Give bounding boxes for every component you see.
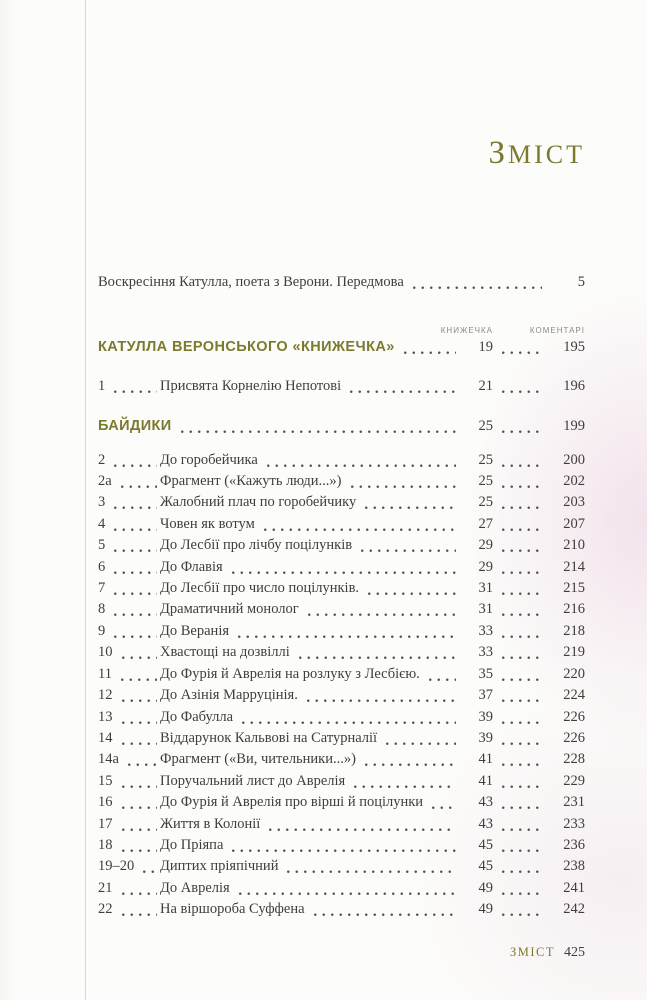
entry-number: 14	[98, 729, 113, 746]
dot-leader	[301, 685, 456, 706]
dot-leader	[108, 514, 157, 535]
dot-leader	[108, 376, 157, 397]
dot-leader	[496, 492, 542, 513]
dot-leader	[115, 471, 157, 492]
dot-leader	[496, 376, 542, 397]
dot-leader	[122, 749, 157, 770]
entry-page: 43	[478, 815, 493, 832]
entry-title: До Фабулла	[160, 708, 234, 725]
entry-page: 25	[478, 451, 493, 468]
column-header-comments: КОМЕНТАРІ	[529, 326, 585, 336]
entry-title: До Пріяпа	[160, 836, 224, 853]
entry-row	[98, 749, 585, 770]
dot-leader	[115, 664, 157, 685]
entry-number: 21	[98, 879, 113, 896]
entry-comment: 233	[563, 815, 585, 832]
dot-leader	[496, 337, 542, 358]
entry-row	[98, 492, 585, 513]
entry-page: 45	[478, 836, 493, 853]
dot-leader	[496, 599, 542, 620]
entry-comment: 224	[563, 687, 585, 704]
dot-leader	[258, 514, 456, 535]
entry-number: 7	[98, 580, 106, 597]
dot-leader	[226, 557, 456, 578]
entry-row	[98, 899, 585, 920]
entry-number: 17	[98, 815, 113, 832]
entry-comment: 218	[563, 622, 585, 639]
section-heading-row	[98, 416, 585, 437]
dot-leader	[496, 707, 542, 728]
entry-number: 12	[98, 687, 113, 704]
entry-number: 4	[98, 515, 106, 532]
entry-comment: 228	[563, 751, 585, 768]
dot-leader	[232, 621, 456, 642]
footer	[98, 945, 585, 961]
entry-page: 39	[478, 729, 493, 746]
preface-title: Воскресіння Катулла, поета з Верони. Передмова	[98, 274, 404, 290]
entry-comment: 238	[563, 858, 585, 875]
dot-leader	[281, 856, 456, 877]
entry-comment: 210	[563, 537, 585, 554]
dot-leader	[108, 535, 157, 556]
dot-leader	[398, 337, 456, 358]
entry-number: 15	[98, 772, 113, 789]
entry-row	[98, 835, 585, 856]
preface-page: 5	[577, 274, 585, 290]
entry-number: 11	[98, 665, 112, 682]
dot-leader	[496, 416, 542, 437]
dot-leader	[496, 664, 542, 685]
preface-entry	[98, 272, 585, 293]
dot-leader	[496, 771, 542, 792]
dot-leader	[380, 728, 456, 749]
entry-row	[98, 514, 585, 535]
entry-title: Життя в Колонії	[160, 815, 261, 832]
entry-title: Віддарунок Кальвові на Сатурналії	[160, 729, 378, 746]
entry-page: 31	[478, 601, 493, 618]
entry-number: 3	[98, 494, 106, 511]
entry-page: 21	[478, 377, 493, 394]
entry-title: До горобейчика	[160, 451, 258, 468]
column-header-book: КНИЖЕЧКА	[440, 326, 493, 336]
entry-page: 35	[478, 665, 493, 682]
entry-row	[98, 878, 585, 899]
entry-page: 39	[478, 708, 493, 725]
dot-leader	[362, 578, 456, 599]
entry-page: 25	[478, 473, 493, 490]
entry-comment: 200	[563, 451, 585, 468]
entry-page: 29	[478, 537, 493, 554]
section-page: 25	[478, 418, 493, 435]
dot-leader	[116, 792, 158, 813]
section-comment: 195	[563, 339, 585, 356]
entry-row	[98, 664, 585, 685]
entry-row	[98, 642, 585, 663]
entry-comment: 202	[563, 473, 585, 490]
entry-title: Човен як вотум	[160, 515, 255, 532]
dot-leader	[496, 471, 542, 492]
dot-leader	[496, 856, 542, 877]
dot-leader	[496, 835, 542, 856]
entry-comment: 236	[563, 836, 585, 853]
dot-leader	[233, 878, 456, 899]
dot-leader	[116, 835, 158, 856]
entry-page: 49	[478, 901, 493, 918]
entry-number: 18	[98, 836, 113, 853]
section-title: КАТУЛЛА ВЕРОНСЬКОГО «КНИЖЕЧКА»	[98, 339, 395, 356]
entry-comment: 226	[563, 729, 585, 746]
entry-number: 1	[98, 377, 106, 394]
entry-comment: 215	[563, 580, 585, 597]
dot-leader	[496, 728, 542, 749]
dot-leader	[348, 771, 456, 792]
entry-title: До Лесбії про число поцілунків.	[160, 580, 360, 597]
entry-page: 33	[478, 644, 493, 661]
entry-comment: 214	[563, 558, 585, 575]
page-title: ЗМІСТ	[488, 135, 585, 171]
entry-comment: 219	[563, 644, 585, 661]
dot-leader	[423, 664, 456, 685]
entry-title: До Лесбії про лічбу поцілунків	[160, 537, 353, 554]
dot-leader	[496, 814, 542, 835]
dot-leader	[496, 578, 542, 599]
entry-row	[98, 792, 585, 813]
entry-row	[98, 856, 585, 877]
entry-row	[98, 578, 585, 599]
entry-comment: 196	[563, 377, 585, 394]
entry-title: Драматичний монолог	[160, 601, 299, 618]
dot-leader	[261, 450, 456, 471]
dot-leader	[359, 492, 456, 513]
dot-leader	[108, 621, 157, 642]
dot-leader	[496, 621, 542, 642]
entry-comment: 216	[563, 601, 585, 618]
entry-number: 16	[98, 794, 113, 811]
section-title: БАЙДИКИ	[98, 418, 172, 435]
entry-comment: 231	[563, 794, 585, 811]
entry-comment: 220	[563, 665, 585, 682]
entry-page: 41	[478, 751, 493, 768]
entry-page: 49	[478, 879, 493, 896]
dot-leader	[116, 642, 158, 663]
dot-leader	[108, 450, 157, 471]
dot-leader	[496, 749, 542, 770]
section-heading-row	[98, 337, 585, 358]
entry-number: 13	[98, 708, 113, 725]
dot-leader	[302, 599, 456, 620]
entry-page: 33	[478, 622, 493, 639]
entry-number: 5	[98, 537, 106, 554]
entry-number: 10	[98, 644, 113, 661]
entry-row	[98, 814, 585, 835]
entry-page: 45	[478, 858, 493, 875]
entry-number: 19–20	[98, 858, 135, 875]
dot-leader	[496, 878, 542, 899]
entry-row	[98, 728, 585, 749]
dot-leader	[407, 272, 542, 293]
dot-leader	[426, 792, 456, 813]
entry-title: До Флавія	[160, 558, 223, 575]
dot-leader	[496, 557, 542, 578]
entry-title: Присвята Корнелію Непотові	[160, 377, 342, 394]
entry-comment: 203	[563, 494, 585, 511]
dot-leader	[108, 492, 157, 513]
entry-row	[98, 535, 585, 556]
entry-number: 14а	[98, 751, 119, 768]
dot-leader	[137, 856, 157, 877]
dot-leader	[496, 685, 542, 706]
entry-row	[98, 621, 585, 642]
entry-number: 8	[98, 601, 106, 618]
dot-leader	[108, 578, 157, 599]
entry-comment: 229	[563, 772, 585, 789]
section-comment: 199	[563, 418, 585, 435]
toc-page	[98, 0, 585, 921]
column-headers	[98, 322, 585, 335]
entry-row	[98, 450, 585, 471]
dot-leader	[226, 835, 456, 856]
entry-comment: 226	[563, 708, 585, 725]
entry-row	[98, 707, 585, 728]
dot-leader	[359, 749, 456, 770]
entry-title: На віршороба Суффена	[160, 901, 305, 918]
entry-title: До Фурія й Аврелія на розлуку з Лесбією.	[160, 665, 420, 682]
dot-leader	[496, 535, 542, 556]
footer-page-number: 425	[564, 945, 585, 960]
footer-label: ЗМІСТ	[509, 945, 555, 959]
entry-page: 27	[478, 515, 493, 532]
entry-comment: 241	[563, 879, 585, 896]
dot-leader	[293, 642, 456, 663]
entry-title: До Веранія	[160, 622, 230, 639]
entry-row	[98, 471, 585, 492]
entry-title: Диптих пріяпічний	[160, 858, 279, 875]
entries-list	[98, 450, 585, 921]
entry-number: 6	[98, 558, 106, 575]
entry-number: 2	[98, 451, 106, 468]
dot-leader	[116, 771, 158, 792]
dot-leader	[108, 557, 157, 578]
dot-leader	[496, 642, 542, 663]
dot-leader	[263, 814, 456, 835]
entry-comment: 242	[563, 901, 585, 918]
dot-leader	[175, 416, 456, 437]
dot-leader	[116, 728, 158, 749]
entry-comment: 207	[563, 515, 585, 532]
entry-number: 22	[98, 901, 113, 918]
entry-title: Поручальний лист до Аврелія	[160, 772, 346, 789]
dot-leader	[496, 899, 542, 920]
entry-row	[98, 771, 585, 792]
section-page: 19	[478, 339, 493, 356]
dot-leader	[496, 514, 542, 535]
entry-row	[98, 599, 585, 620]
entry-title: До Аврелія	[160, 879, 230, 896]
dot-leader	[355, 535, 456, 556]
entry-title: Фрагмент («Кажуть люди...»)	[160, 473, 342, 490]
entry-row	[98, 685, 585, 706]
entry-number: 2а	[98, 473, 112, 490]
entry-number: 9	[98, 622, 106, 639]
entry-title: До Азінія Марруцінія.	[160, 687, 298, 704]
entry-title: До Фурія й Аврелія про вірші й поцілунки	[160, 794, 424, 811]
dot-leader	[116, 707, 158, 728]
dot-leader	[345, 471, 457, 492]
dot-leader	[116, 878, 158, 899]
dot-leader	[108, 599, 157, 620]
dot-leader	[308, 899, 456, 920]
dot-leader	[116, 899, 158, 920]
dot-leader	[236, 707, 456, 728]
entry-page: 41	[478, 772, 493, 789]
page-edge-line	[85, 0, 86, 1000]
entry-row	[98, 376, 585, 397]
entry-title: Хвастощі на дозвіллі	[160, 644, 290, 661]
dot-leader	[116, 685, 158, 706]
dot-leader	[496, 792, 542, 813]
entry-page: 37	[478, 687, 493, 704]
entry-page: 25	[478, 494, 493, 511]
entry-title: Жалобний плач по горобейчику	[160, 494, 357, 511]
entry-page: 31	[478, 580, 493, 597]
entry-page: 43	[478, 794, 493, 811]
entry-row	[98, 557, 585, 578]
entry-page: 29	[478, 558, 493, 575]
dot-leader	[344, 376, 456, 397]
dot-leader	[116, 814, 158, 835]
dot-leader	[496, 450, 542, 471]
entry-title: Фрагмент («Ви, чительники...»)	[160, 751, 356, 768]
